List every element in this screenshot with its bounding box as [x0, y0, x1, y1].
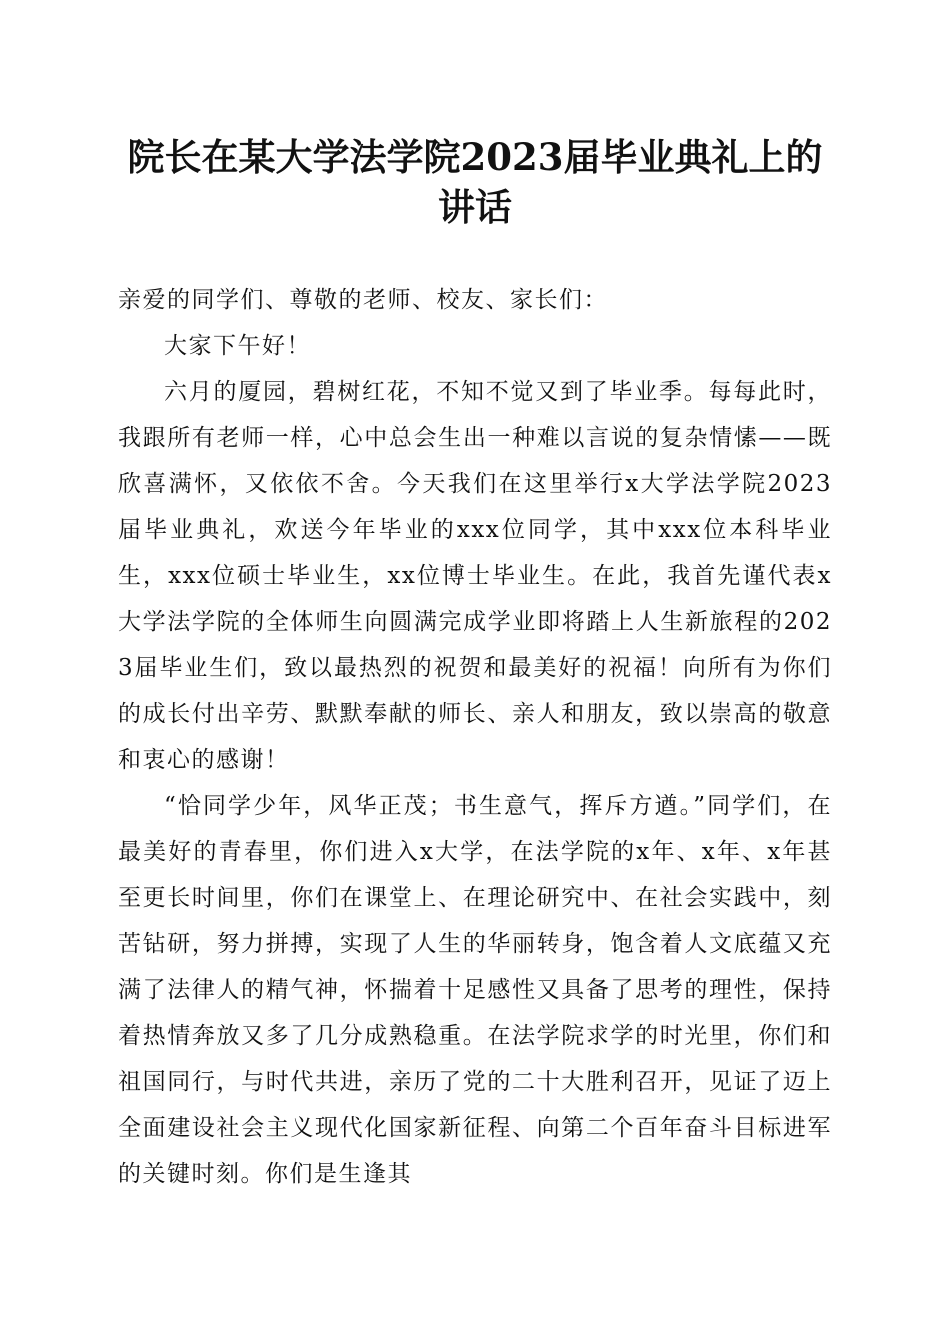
greeting-paragraph: 大家下午好！	[164, 333, 311, 359]
document-title: 院长在某大学法学院2023届毕业典礼上的讲话	[127, 135, 823, 229]
body-paragraph: 六月的厦园，碧树红花，不知不觉又到了毕业季。每每此时，我跟所有老师一样，心中总会生出一种难以言说的复杂情愫——既欣喜满怀，又依依不舍。今天我们在这里举行x大学法学院2023届毕业典礼，欢送今年毕业的xxx位同学，其中xxx位本科毕业生，xxx位硕士毕业生，xx位博士毕业生。在此，我首先谨代表x大学法学院的全体师生向圆满完成学业即将踏上人生新旅程的2023届毕业生们，致以最热烈的祝贺和最美好的祝福！向所有为你们的成长付出辛劳、默默奉献的师长、亲人和朋友，致以崇高的敬意和衷心的感谢！	[118, 379, 832, 773]
document-body	[118, 277, 832, 1197]
salutation-paragraph: 亲爱的同学们、尊敬的老师、校友、家长们：	[118, 287, 608, 313]
body-paragraph: “恰同学少年，风华正茂；书生意气，挥斥方遒。”同学们，在最美好的青春里，你们进入x大学，在法学院的x年、x年、x年甚至更长时间里，你们在课堂上、在理论研究中、在社会实践中，刻苦钻研，努力拼搏，实现了人生的华丽转身，饱含着人文底蕴又充满了法律人的精气神，怀揣着十足感性又具备了思考的理性，保持着热情奔放又多了几分成熟稳重。在法学院求学的时光里，你们和祖国同行，与时代共进，亲历了党的二十大胜利召开，见证了迈上全面建设社会主义现代化国家新征程、向第二个百年奋斗目标进军的关键时刻。你们是生逢其	[118, 793, 832, 1187]
